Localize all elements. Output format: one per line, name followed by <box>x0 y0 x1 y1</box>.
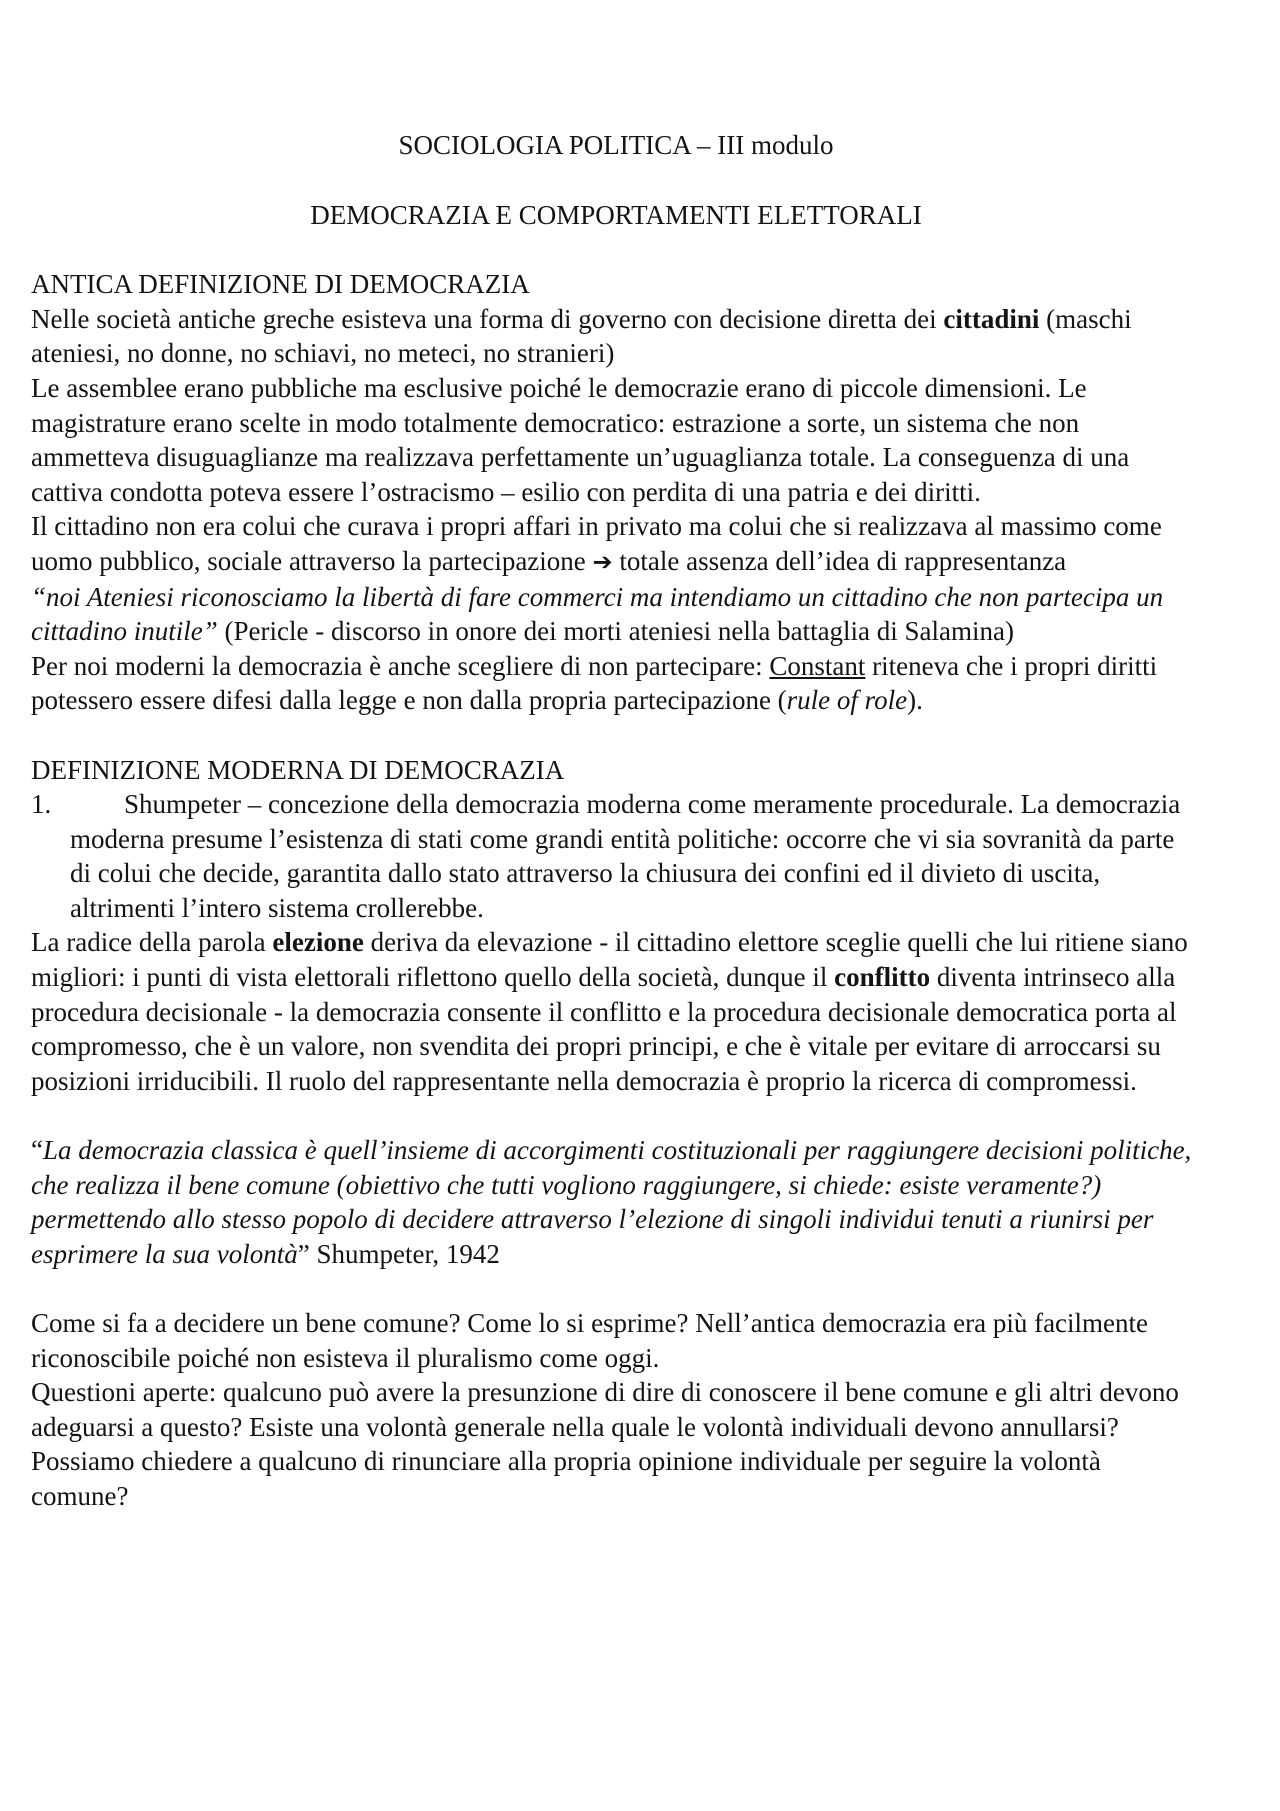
paragraph-pericle-quote <box>31 580 1201 649</box>
section-heading-modern: DEFINIZIONE MODERNA DI DEMOCRAZIA <box>31 754 565 785</box>
text-run: totale assenza dell’idea di rappresentanza <box>612 545 1067 576</box>
paragraph-shumpeter-quote <box>31 1133 1201 1271</box>
document-subtitle: DEMOCRAZIA E COMPORTAMENTI ELETTORALI <box>310 199 922 230</box>
italic-quote: “noi Ateniesi riconosciamo la libertà di fare commerci ma intendiamo un cittadino che non partecipa un cittadino inutile” <box>31 581 1164 647</box>
bold-term-conflitto: conflitto <box>834 962 931 993</box>
list-number: 1. <box>31 789 52 820</box>
text-run: Nelle società antiche greche esisteva una forma di governo con decisione diretta dei <box>31 303 944 334</box>
paragraph-open-questions: Questioni aperte: qualcuno può avere la presunzione di dire di conoscere il bene comune e gli altri devono adeguarsi a questo? Esiste una volontà generale nella quale le volontà individuali devono annullarsi? Possiamo chiedere a qualcuno di rinunciare alla propria opinione individuale per seguire la volontà comune? <box>31 1377 1179 1511</box>
text-run: Per noi moderni la democrazia è anche scegliere di non partecipare: <box>31 650 770 681</box>
text-run: (maschi ateniesi, no donne, no schiavi, no meteci, no stranieri) <box>31 303 1132 369</box>
bold-term-cittadini: cittadini <box>943 303 1040 334</box>
text-run: ” Shumpeter, 1942 <box>297 1238 500 1269</box>
paragraph-election <box>31 925 1201 1098</box>
underlined-name-constant: Constant <box>769 650 866 681</box>
document-page <box>31 128 1201 1514</box>
document-title: SOCIOLOGIA POLITICA – III modulo <box>398 130 834 160</box>
list-item <box>31 787 1201 925</box>
blank-line <box>31 1098 1201 1133</box>
text-run: “ <box>31 1135 43 1166</box>
text-run: (Pericle - discorso in onore dei morti ateniesi nella battaglia di Salamina) <box>217 616 1014 647</box>
text-run: riteneva che i propri diritti potessero essere difesi dalla legge e non dalla propria partecipazione ( <box>31 650 1158 716</box>
text-run: ). <box>907 685 923 716</box>
italic-term: rule of role <box>786 685 908 716</box>
paragraph-common-good: Come si fa a decidere un bene comune? Come lo si esprime? Nell’antica democrazia era più facilmente riconoscibile poiché non esisteva il pluralismo come oggi. <box>31 1308 1149 1373</box>
list-item-text: Shumpeter – concezione della democrazia moderna come meramente procedurale. La democrazia moderna presume l’esistenza di stati come grandi entità politiche: occorre che vi sia sovranità da parte di colui che decide, garantita dallo stato attraverso la chiusura dei confini ed il divieto di uscita, altrimenti l’intero sistema crollerebbe. <box>70 789 1181 923</box>
blank-line <box>31 718 1201 753</box>
right-arrow-icon: ➔ <box>592 547 613 576</box>
bold-term-elezione: elezione <box>272 927 364 958</box>
blank-line <box>31 1271 1201 1306</box>
text-run: Il cittadino non era colui che curava i propri affari in privato ma colui che si realizzava al massimo come uomo pubblico, sociale attraverso la partecipazione <box>31 511 1162 576</box>
text-run: deriva da elevazione - il cittadino elettore sceglie quelli che lui ritiene siano migliori: i punti di vista elettorali riflettono quello della società, dunque il <box>31 927 1188 993</box>
paragraph-moderns <box>31 649 1201 718</box>
text-run: diventa intrinseco alla procedura decisionale - la democrazia consente il conflitto e la procedura decisionale democratica porta al compromesso, che è un valore, non svendita dei propri principi, e che è vitale per evitare di arroccarsi su posizioni irriducibili. Il ruolo del rappresentante nella democrazia è proprio la ricerca di compromessi. <box>31 962 1177 1096</box>
italic-quote: La democrazia classica è quell’insieme di accorgimenti costituzionali per raggiungere decisioni politiche, che realizza il bene comune (obiettivo che tutti vogliono raggiungere, si chiede: esiste veramente?) permettendo allo stesso popolo di decidere attraverso l’elezione di singoli individui tenuti a riunirsi per esprimere la sua volontà <box>31 1135 1192 1269</box>
paragraph-greek-citizens <box>31 302 1201 371</box>
section-heading-ancient: ANTICA DEFINIZIONE DI DEMOCRAZIA <box>31 269 530 300</box>
paragraph-assemblies: Le assemblee erano pubbliche ma esclusive poiché le democrazie erano di piccole dimensioni. Le magistrature erano scelte in modo totalmente democratico: estrazione a sorte, un sistema che non ammetteva disuguaglianze ma realizzava perfettamente un’uguaglianza totale. La conseguenza di una cattiva condotta poteva essere l’ostracismo – esilio con perdita di una patria e dei diritti. <box>31 372 1130 507</box>
paragraph-citizen-role <box>31 509 1201 579</box>
text-run: La radice della parola <box>31 927 273 958</box>
